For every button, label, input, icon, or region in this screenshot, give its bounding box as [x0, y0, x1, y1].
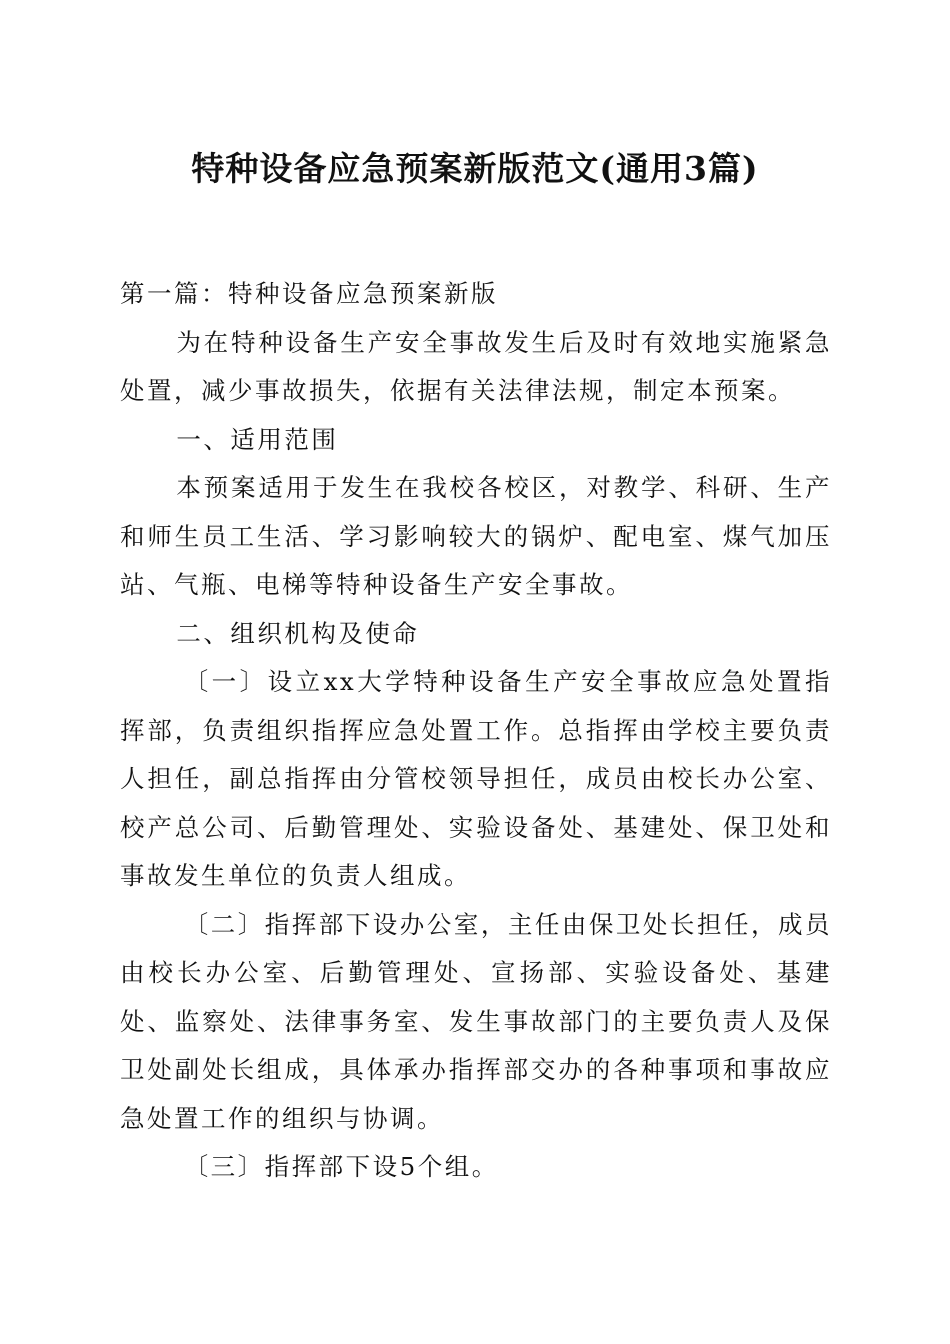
document-body [120, 270, 832, 1192]
section-heading-scope: 一、适用范围 [176, 424, 339, 454]
organization-paragraph-2: 〔二〕指挥部下设办公室，主任由保卫处长担任，成员由校长办公室、后勤管理处、宣扬部、实验设备处、基建处、监察处、法律事务室、发生事故部门的主要负责人及保卫处副处长组成，具体承办指挥部交办的各种事项和事故应急处置工作的组织与协调。 [120, 909, 832, 1133]
intro-paragraph: 为在特种设备生产安全事故发生后及时有效地实施紧急处置，减少事故损失，依据有关法律法规，制定本预案。 [120, 327, 832, 405]
organization-paragraph-3: 〔三〕指挥部下设5个组。 [183, 1152, 499, 1181]
organization-paragraph-1: 〔一〕设立xx大学特种设备生产安全事故应急处置指挥部，负责组织指挥应急处置工作。总指挥由学校主要负责人担任，副总指挥由分管校领导担任，成员由校长办公室、校产总公司、后勤管理处、实验设备处、基建处、保卫处和事故发生单位的负责人组成。 [120, 667, 832, 890]
part-heading: 第一篇：特种设备应急预案新版 [120, 279, 498, 308]
scope-paragraph: 本预案适用于发生在我校各校区，对教学、科研、生产和师生员工生活、学习影响较大的锅炉、配电室、煤气加压站、气瓶、电梯等特种设备生产安全事故。 [120, 473, 832, 599]
section-heading-organization: 二、组织机构及使命 [176, 618, 420, 648]
document-title: 特种设备应急预案新版范文(通用3篇) [191, 149, 759, 188]
